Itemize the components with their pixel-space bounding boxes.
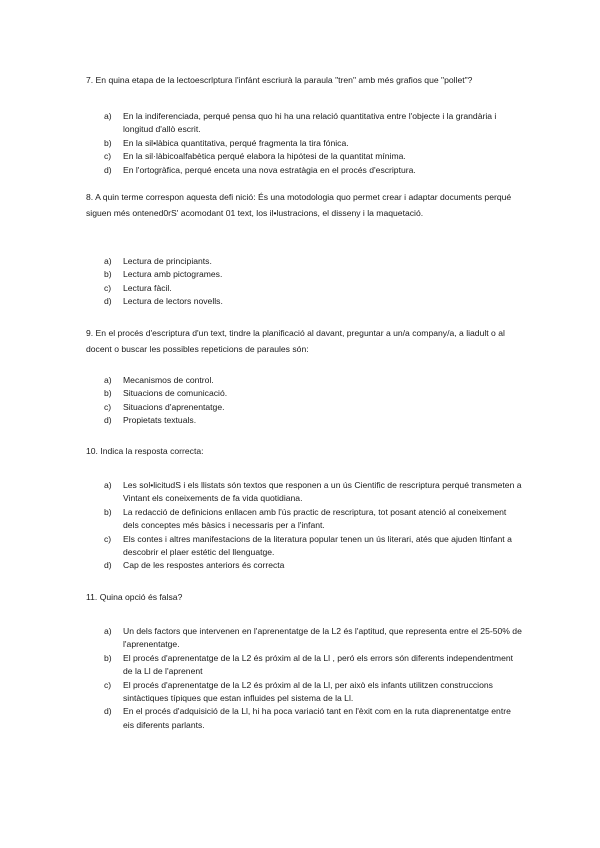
option-text: En el procés d'adquisició de la Ll, hi ha poca variació tant en l'èxit com en la ruta diaprenentatge entre eis diferents parlants.	[123, 706, 511, 730]
option-8a	[104, 255, 524, 268]
option-10b	[104, 506, 524, 533]
option-text: La redacció de definicions enllacen amb l'ús practic de rescriptura, tot posant atenció al coneixement dels conceptes més bàsics i necessaris per a l'infant.	[123, 506, 507, 531]
option-text: Cap de les respostes anteriors és correcta	[123, 560, 285, 571]
option-marker: d)	[104, 706, 112, 717]
option-marker: c)	[104, 533, 112, 544]
question-8-options	[104, 255, 524, 309]
option-marker: b)	[104, 388, 112, 399]
option-marker: c)	[104, 679, 112, 690]
option-marker: a)	[104, 375, 112, 385]
option-marker: d)	[104, 415, 112, 426]
option-9a	[104, 374, 524, 387]
option-text: Un dels factors que intervenen en l'aprenentatge de la L2 és l'aptitud, que representa entre el 25-50% de l'aprenentatge.	[123, 626, 522, 650]
option-text: Lectura amb pictogrames.	[123, 269, 223, 280]
option-text: Lectura de lectors novells.	[123, 296, 223, 307]
question-11-options	[104, 625, 524, 732]
option-9d	[104, 414, 524, 427]
option-text: En la indiferenciada, perqué pensa quo hi ha una relació quantitativa entre l'objecte i la grandària i longitud d'allò escrit.	[123, 111, 497, 135]
option-text: Lectura de principiants.	[123, 256, 212, 266]
option-text: Situacions de comunicació.	[123, 388, 228, 399]
option-marker: d)	[104, 296, 112, 307]
question-10-options	[104, 479, 524, 573]
option-marker: d)	[104, 164, 112, 175]
option-marker: b)	[104, 269, 112, 280]
question-11-text: 11. Quina opció és falsa?	[86, 592, 183, 602]
option-11a	[104, 625, 524, 652]
option-text: El procés d'aprenentatge de la L2 és próxim al de la Ll, per això els infants utilitzen construccions sintàctiques típiques que estan influides pel sistema de la Ll.	[123, 679, 493, 704]
option-text: En la sil·làbicoalfabètica perqué elabora la hipótesi de la quantitat mínima.	[123, 151, 406, 162]
question-9-options	[104, 374, 524, 428]
option-marker: b)	[104, 506, 112, 517]
option-marker: a)	[104, 626, 112, 636]
option-7a	[104, 110, 524, 137]
option-11d	[104, 705, 524, 732]
option-marker: a)	[104, 256, 112, 266]
option-text: En l'ortogràfica, perqué enceta una nova estratàgia en el procés d'escriptura.	[123, 164, 416, 175]
option-9b	[104, 387, 524, 400]
option-7b	[104, 137, 524, 150]
question-7-options	[104, 110, 524, 177]
option-10d	[104, 559, 524, 572]
option-marker: a)	[104, 480, 112, 490]
option-11c	[104, 679, 524, 706]
option-text: Els contes i altres manifestacions de la literatura popular tenen un ús literari, atés que ajuden ltinfant a descobrir el plaer estétic del llenguatge.	[123, 533, 512, 558]
question-8-text: 8. A quin terme correspon aquesta defi nició: És una motodologia quo permet crear i adaptar documents perqué siguen més ontened0rS' acomodant 01 text, los il•lustracions, el disseny i la maquetació.	[86, 192, 512, 218]
option-marker: c)	[104, 282, 112, 293]
option-7d	[104, 164, 524, 177]
option-marker: c)	[104, 401, 112, 412]
question-9-text: 9. En el procés d'escriptura d'un text, tindre la planificació al davant, preguntar a un/a company/a, a liadult o al docent o buscar les possibles repeticions de paraules són:	[86, 328, 505, 354]
option-text: Situacions d'aprenentatge.	[123, 401, 225, 412]
option-text: Les sol•licitudS i els llistats són textos que responen a un ús Cientific de rescriptura perqué transmeten a Vintant els coneixements de fa vida quotidiana.	[123, 480, 522, 504]
option-marker: b)	[104, 652, 112, 663]
option-marker: a)	[104, 111, 112, 121]
option-marker: d)	[104, 560, 112, 571]
option-10c	[104, 533, 524, 560]
option-8c	[104, 282, 524, 295]
option-7c	[104, 150, 524, 163]
option-text: Lectura fàcil.	[123, 282, 172, 293]
option-9c	[104, 401, 524, 414]
option-text: El procés d'aprenentatge de la L2 és próxim al de la Ll , peró els errors són diferents independentment de la Ll de l'aprenent	[123, 652, 514, 677]
option-marker: b)	[104, 137, 112, 148]
option-11b	[104, 652, 524, 679]
option-text: En la sil•làbica quantitativa, perqué fragmenta la tira fónica.	[123, 137, 349, 148]
question-7-text: 7. En quina etapa de la lectoescrlptura l'infánt escriurà la paraula "tren" amb més grafios que "pollet"?	[86, 75, 473, 85]
option-marker: c)	[104, 151, 112, 162]
option-10a	[104, 479, 524, 506]
option-8d	[104, 295, 524, 308]
question-10-text: 10. Indica la resposta correcta:	[86, 446, 204, 456]
option-text: Propietats textuals.	[123, 415, 197, 426]
option-text: Mecanismos de control.	[123, 375, 214, 385]
option-8b	[104, 268, 524, 281]
